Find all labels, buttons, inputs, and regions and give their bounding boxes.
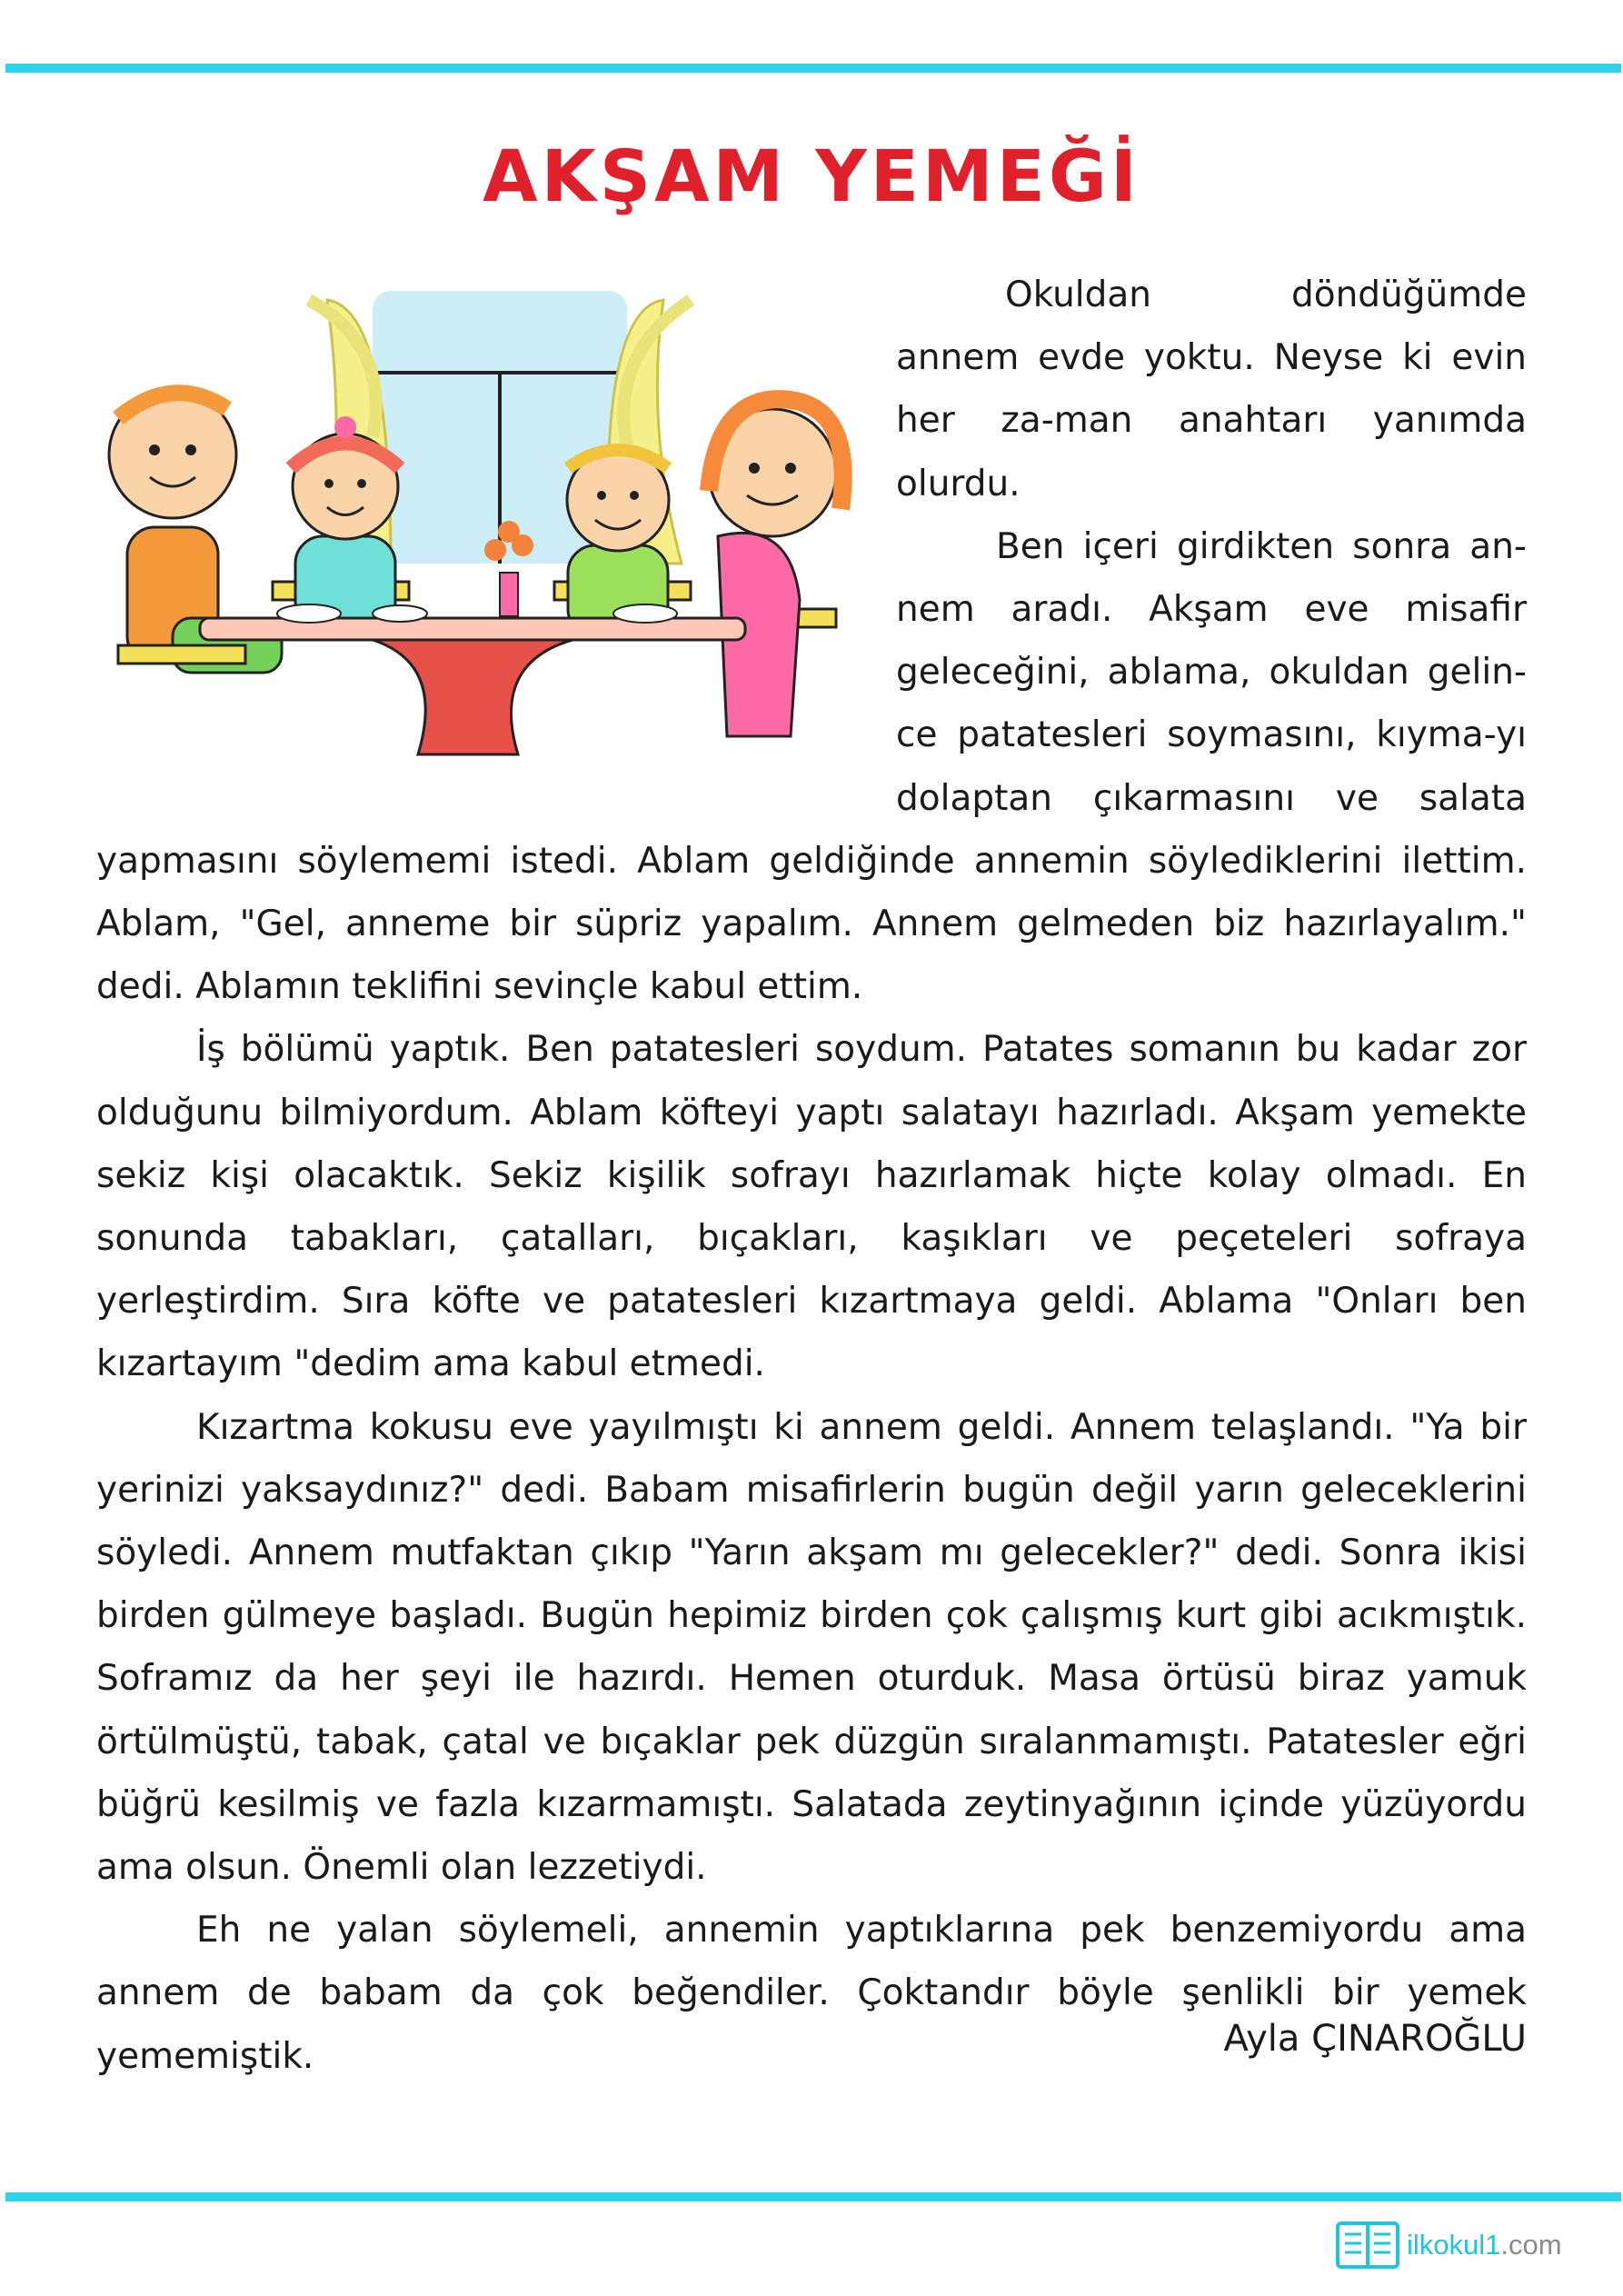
logo-text xyxy=(1407,2229,1562,2261)
story-paragraph: Okuldan döndüğümde annem evde yoktu. Neyse ki evin her za-man anahtarı yanımda olurdu. xyxy=(896,275,1527,504)
site-logo[interactable] xyxy=(1336,2218,1590,2272)
bottom-border-rule xyxy=(5,2192,1621,2201)
book-icon xyxy=(1336,2220,1399,2271)
story-paragraph: Kızartma kokusu eve yayılmıştı ki annem geldi. Annem telaşlandı. "Ya bir yerinizi yaksaydınız?" dedi. Babam misafirlerin bugün değil yarın geleceklerini söyledi. Annem mutfaktan çıkıp "Yarın akşam mı gelecekler?" dedi. Sonra ikisi birden gülmeye başladı. Bugün hepimiz birden çok çalışmış kurt gibi acıkmıştık. Soframız da her şeyi ile hazırdı. Hemen oturduk. Masa örtüsü biraz yamuk örtülmüştü, tabak, çatal ve bıçaklar pek düzgün sıralanmamıştı. Patatesler eğri büğrü kesilmiş ve fazla kızarmamıştı. Salatada zeytinyağının içinde yüzüyordu ama olsun. Önemli olan lezzetiydi. xyxy=(96,1406,1527,1889)
family-dinner-illustration xyxy=(100,273,863,782)
mother-figure xyxy=(709,399,843,736)
story-paragraph: Eh ne yalan söylemeli, annemin yaptıklarına pek benzemiyordu ama annem de babam da çok beğendiler. Çoktandır böyle şenlikli bir yemek yememiştik. xyxy=(96,1910,1527,2077)
logo-text-main: ilkokul1 xyxy=(1407,2229,1501,2261)
story-paragraph: Ben içeri girdikten sonra an-nem aradı. Akşam eve misafir geleceğini, ablama, okuldan gelin-ce patatesleri soymasını, kıyma-yı dolaptan çıkarmasını ve salata yapmasını söylememi istedi. Ablam geldiğinde annemin söylediklerini ilettim. Ablam, "Gel, anneme bir süpriz yapalım. Annem gelmeden biz hazırlayalım." dedi. Ablamın teklifini sevinçle kabul ettim. xyxy=(96,525,1527,1008)
page-title: AKŞAM YEMEĞİ xyxy=(483,136,1140,218)
author-name: Ayla ÇINAROĞLU xyxy=(1223,2018,1527,2060)
top-border-rule xyxy=(5,64,1621,73)
story-paragraph: İş bölümü yaptık. Ben patatesleri soydum. Patates somanın bu kadar zor olduğunu bilmiyordum. Ablam köfteyi yaptı salatayı hazırladı. Akşam yemekte sekiz kişi olacaktık. Sekiz kişilik sofrayı hazırlamak hiçte kolay olmadı. En sonunda tabakları, çatalları, bıçakları, kaşıkları ve peçeteleri sofraya yerleştirdim. Sıra köfte ve patatesleri kızartmaya geldi. Ablama "Onları ben kızartayım "dedim ama kabul etmedi. xyxy=(96,1029,1527,1385)
logo-text-domain: .com xyxy=(1500,2229,1562,2261)
